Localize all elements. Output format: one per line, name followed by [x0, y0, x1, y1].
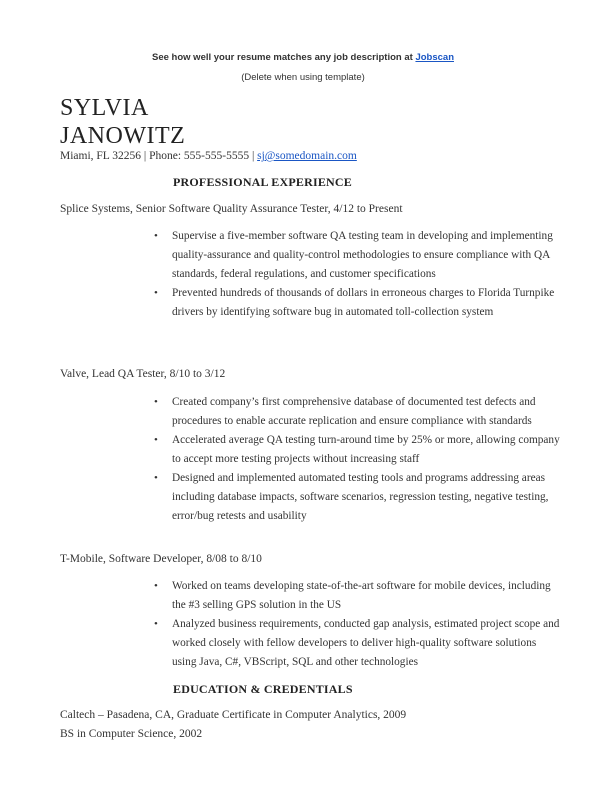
bullet-item: • Designed and implemented automated testing tools and programs addressing areas including database impacts, software scenarios, regression testing, negative testing, error/bug retests and usability [150, 469, 560, 526]
education-section-title: EDUCATION & CREDENTIALS [173, 682, 353, 696]
job-heading: Valve, Lead QA Tester, 8/10 to 3/12 [60, 368, 226, 380]
bullet-item: • Worked on teams developing state-of-the-art software for mobile devices, including the #3 selling GPS solution in the US [150, 577, 560, 615]
bullet-item: • Created company’s first comprehensive database of documented test defects and procedures to enable accurate replication and ensure compliance with standards [150, 393, 560, 431]
bullet-item: • Analyzed business requirements, conducted gap analysis, estimated project scope and worked closely with fellow developers to deliver high-quality software solutions using Java, C#, VBScript, SQL and other technologies [150, 615, 560, 672]
contact-details: Miami, FL 32256 | Phone: 555-555-5555 | [60, 150, 258, 162]
bullet-item: • Accelerated average QA testing turn-around time by 25% or more, allowing company to accept more testing projects without increasing staff [150, 431, 560, 469]
job-bullets [150, 577, 560, 672]
job-bullets [150, 227, 560, 322]
job-bullets [150, 393, 560, 526]
first-name: SYLVIA [60, 95, 149, 121]
job-heading: T-Mobile, Software Developer, 8/08 to 8/10 [60, 553, 262, 565]
education-line: BS in Computer Science, 2002 [60, 728, 203, 740]
email-link[interactable]: sj@somedomain.com [257, 150, 357, 162]
contact-line [60, 150, 357, 162]
experience-section-title: PROFESSIONAL EXPERIENCE [173, 175, 352, 189]
jobscan-link[interactable]: Jobscan [415, 52, 454, 63]
job-heading: Splice Systems, Senior Software Quality Assurance Tester, 4/12 to Present [60, 203, 403, 215]
bullet-item: • Prevented hundreds of thousands of dollars in erroneous charges to Florida Turnpike drivers by identifying software bug in automated toll-collection system [150, 284, 560, 322]
banner-text: See how well your resume matches any job description at [152, 52, 416, 63]
bullet-item: • Supervise a five-member software QA testing team in developing and implementing quality-assurance and quality-control methodologies to ensure compliance with QA standards, federal regulations, and customer specifications [150, 227, 560, 284]
banner-note: (Delete when using template) [241, 72, 365, 83]
education-line: Caltech – Pasadena, CA, Graduate Certificate in Computer Analytics, 2009 [60, 709, 407, 721]
last-name: JANOWITZ [60, 123, 186, 149]
jobscan-banner [0, 52, 606, 63]
